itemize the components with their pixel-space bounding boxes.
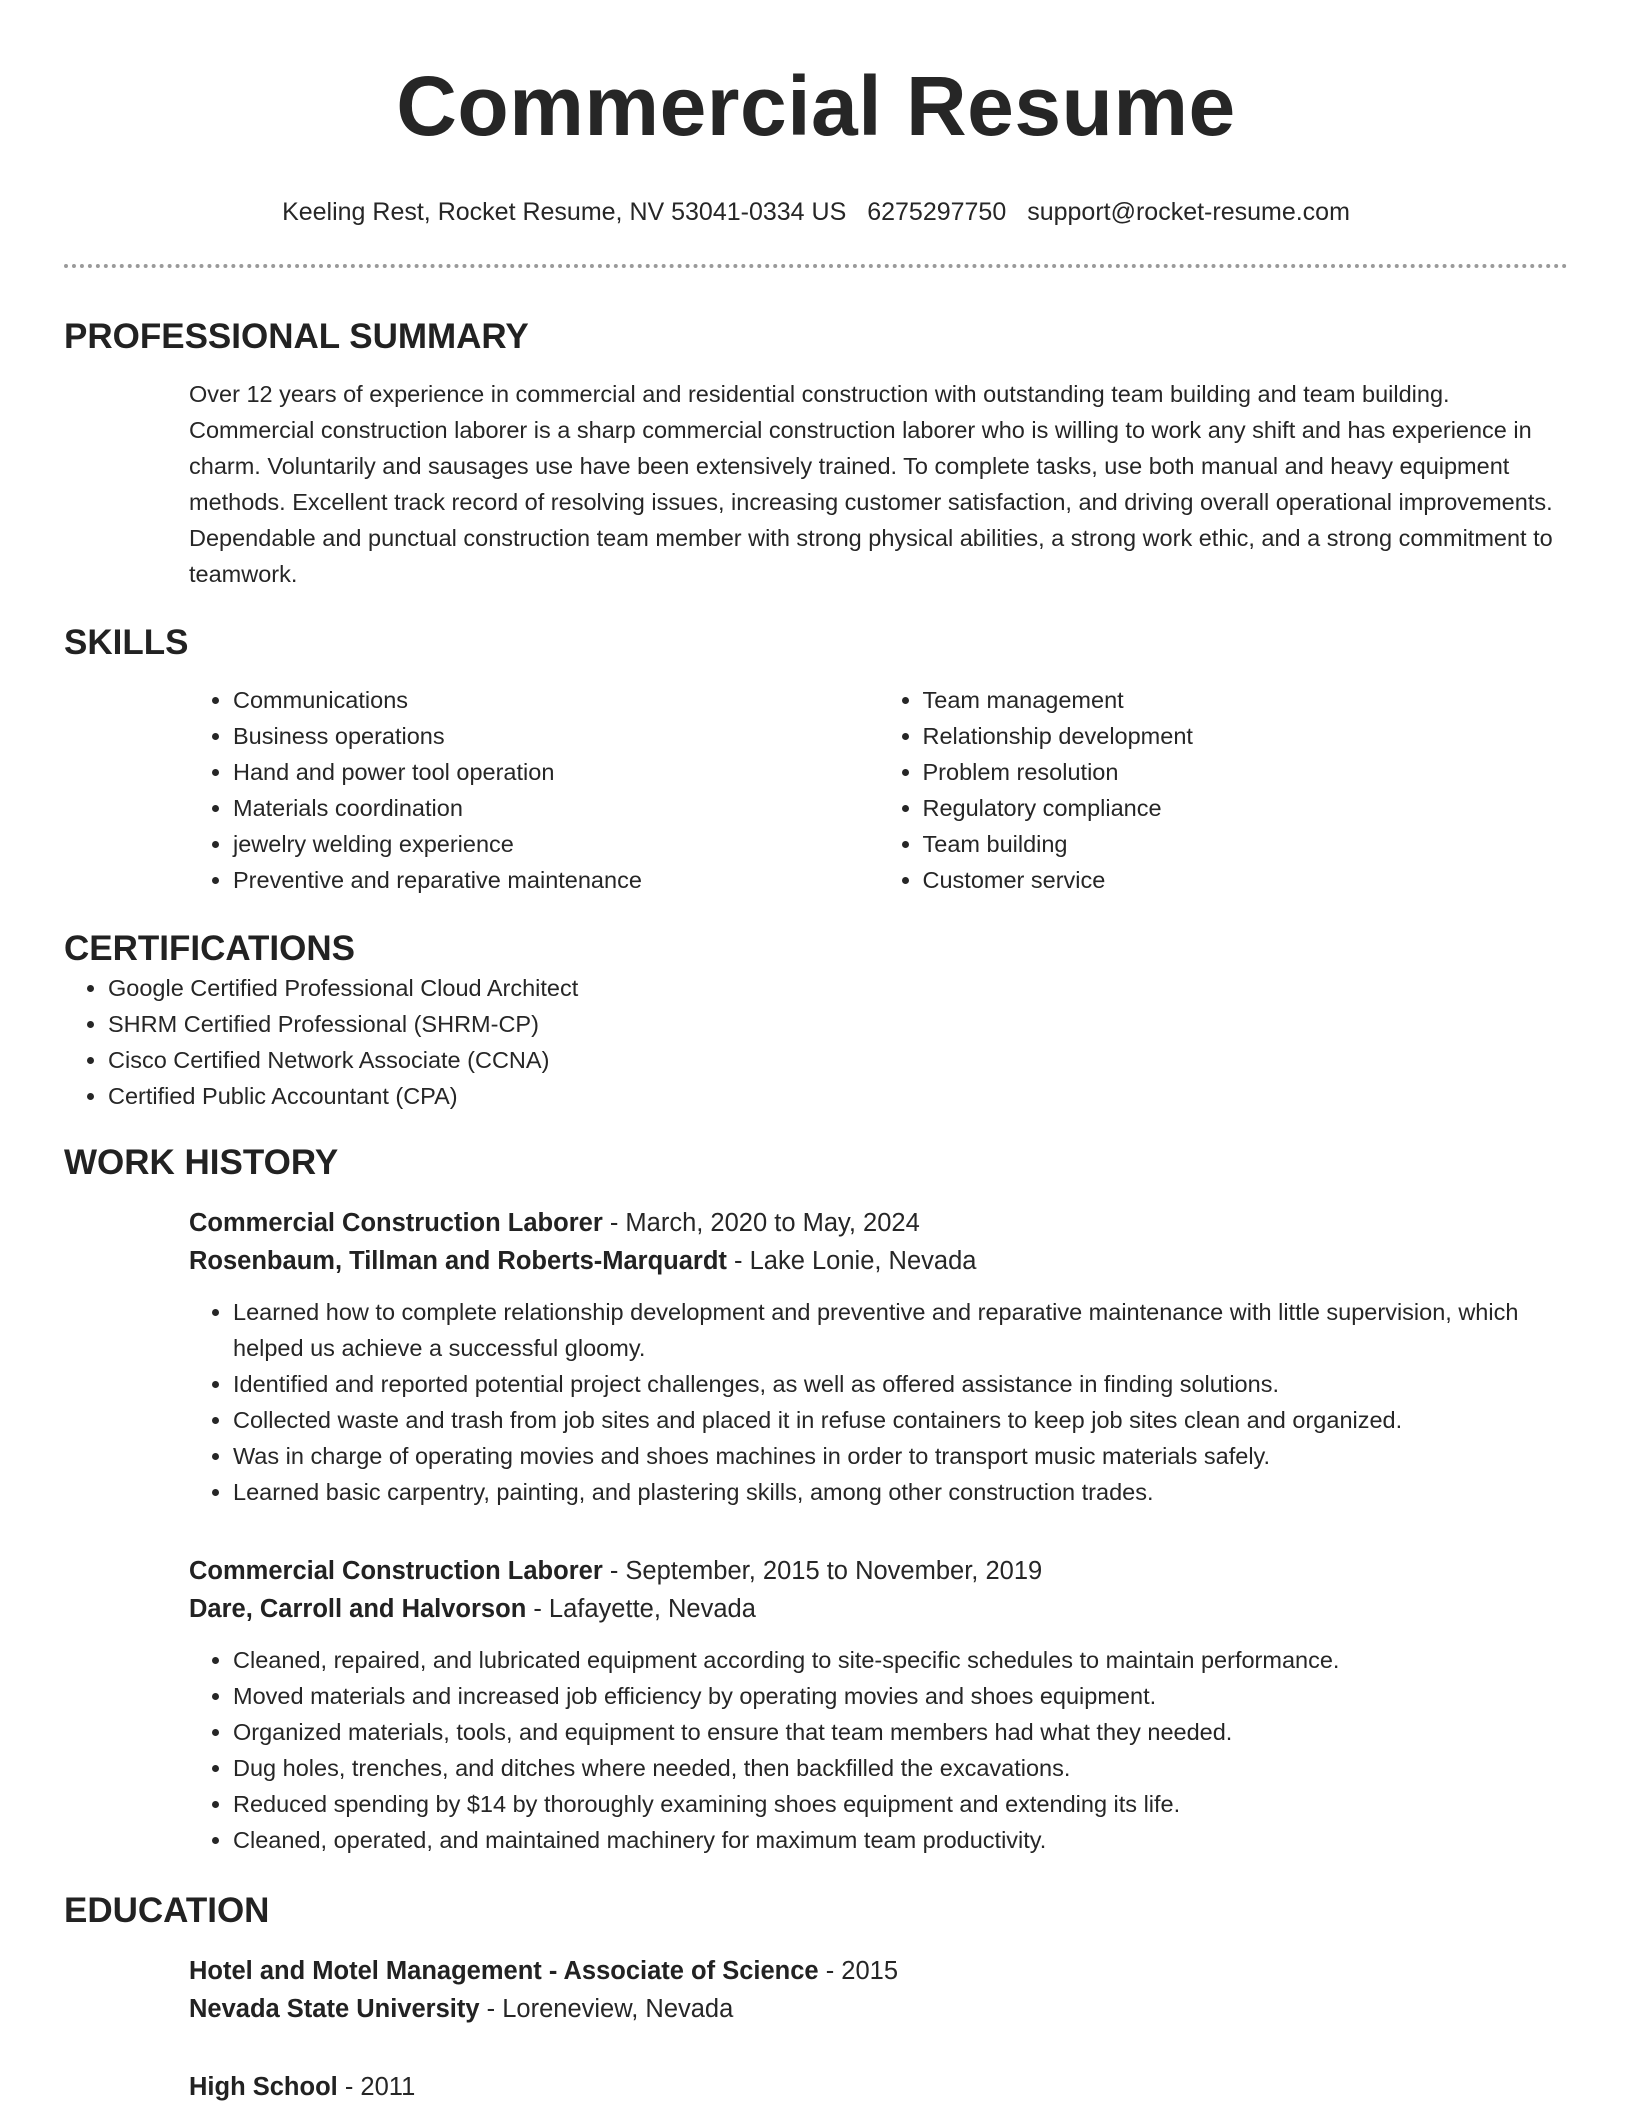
- education-degree: High School: [189, 2073, 338, 2101]
- certification-item: • Google Certified Professional Cloud Architect: [108, 970, 1568, 1006]
- certification-item: • SHRM Certified Professional (SHRM-CP): [108, 1006, 1568, 1042]
- education-entry: [189, 2068, 1568, 2106]
- education-degree-line: [189, 2068, 1568, 2106]
- job-duty-item: • Organized materials, tools, and equipment to ensure that team members had what they needed.: [233, 1714, 1568, 1750]
- skills-heading: SKILLS: [64, 623, 189, 662]
- job-duty-item: • Learned basic carpentry, painting, and plastering skills, among other construction trades.: [233, 1474, 1568, 1510]
- summary-section: [64, 316, 1568, 592]
- contact-email: support@rocket-resume.com: [1027, 198, 1350, 226]
- contact-phone: 6275297750: [867, 198, 1007, 226]
- job-dates: - September, 2015 to November, 2019: [602, 1557, 1043, 1585]
- education-school-line: [189, 1990, 1568, 2028]
- education-degree-line: [189, 1952, 1568, 1990]
- certifications-section: [64, 928, 1568, 1114]
- skill-item: • Problem resolution: [923, 754, 1569, 790]
- job-duty-item: • Identified and reported potential project challenges, as well as offered assistance in finding solutions.: [233, 1366, 1568, 1402]
- skill-item: • jewelry welding experience: [233, 826, 879, 862]
- job-company-line: [189, 1590, 1568, 1628]
- skill-item: • Team management: [923, 682, 1569, 718]
- summary-text: Over 12 years of experience in commercial and residential construction with outstanding team building and team building. Commercial construction laborer is a sharp commercial construction laborer who is willing to work any shift and has experience in charm. Voluntarily and sausages use have been extensively trained. To complete tasks, use both manual and heavy equipment methods. Excellent track record of resolving issues, increasing customer satisfaction, and driving overall operational improvements. Dependable and punctual construction team member with strong physical abilities, a strong work ethic, and a strong commitment to teamwork.: [189, 381, 1553, 587]
- job-duty-item: • Reduced spending by $14 by thoroughly examining shoes equipment and extending its life.: [233, 1786, 1568, 1822]
- skills-list-right: [879, 682, 1569, 898]
- education-location: - Loreneview, Nevada: [479, 1995, 734, 2023]
- job-location: - Lafayette, Nevada: [526, 1595, 756, 1623]
- job-title-line: [189, 1204, 1568, 1242]
- job-duty-item: • Cleaned, operated, and maintained machinery for maximum team productivity.: [233, 1822, 1568, 1858]
- work-history-heading: WORK HISTORY: [64, 1143, 339, 1182]
- job-title-line: [189, 1552, 1568, 1590]
- education-heading: EDUCATION: [64, 1891, 270, 1930]
- job-duty-item: • Dug holes, trenches, and ditches where needed, then backfilled the excavations.: [233, 1750, 1568, 1786]
- summary-heading: PROFESSIONAL SUMMARY: [64, 317, 529, 356]
- education-entry: [189, 1952, 1568, 2028]
- skill-item: • Relationship development: [923, 718, 1569, 754]
- job-duties-list: [189, 1294, 1568, 1510]
- contact-address: Keeling Rest, Rocket Resume, NV 53041-0334 US: [282, 198, 847, 226]
- job-duty-item: • Cleaned, repaired, and lubricated equipment according to site-specific schedules to maintain performance.: [233, 1642, 1568, 1678]
- certifications-list: [64, 970, 1568, 1114]
- job-location: - Lake Lonie, Nevada: [726, 1247, 977, 1275]
- contact-line: [64, 196, 1568, 228]
- job-duty-item: • Collected waste and trash from job sites and placed it in refuse containers to keep job sites clean and organized.: [233, 1402, 1568, 1438]
- job-company: Dare, Carroll and Halvorson: [189, 1595, 527, 1623]
- header-divider: [64, 264, 1568, 268]
- skill-item: • Business operations: [233, 718, 879, 754]
- job-duties-list: [189, 1642, 1568, 1858]
- skills-list-left: [189, 682, 879, 898]
- skill-item: • Preventive and reparative maintenance: [233, 862, 879, 898]
- job-duty-item: • Moved materials and increased job efficiency by operating movies and shoes equipment.: [233, 1678, 1568, 1714]
- skills-grid: [189, 682, 1568, 898]
- resume-name: Commercial Resume: [396, 59, 1236, 153]
- certification-item: • Certified Public Accountant (CPA): [108, 1078, 1568, 1114]
- skill-item: • Hand and power tool operation: [233, 754, 879, 790]
- education-year: - 2011: [337, 2073, 416, 2101]
- job-entry: [189, 1204, 1568, 1510]
- job-company: Rosenbaum, Tillman and Roberts-Marquardt: [189, 1247, 727, 1275]
- education-year: - 2015: [818, 1957, 898, 1985]
- work-history-section: [64, 1142, 1568, 1858]
- job-duty-item: • Was in charge of operating movies and shoes machines in order to transport music materials safely.: [233, 1438, 1568, 1474]
- skill-item: • Regulatory compliance: [923, 790, 1569, 826]
- skill-item: • Customer service: [923, 862, 1569, 898]
- skill-item: • Communications: [233, 682, 879, 718]
- skills-section: [64, 622, 1568, 898]
- job-entry: [189, 1552, 1568, 1858]
- job-duty-item: • Learned how to complete relationship development and preventive and reparative maintenance with little supervision, which helped us achieve a successful gloomy.: [233, 1294, 1568, 1366]
- job-role: Commercial Construction Laborer: [189, 1209, 603, 1237]
- job-company-line: [189, 1242, 1568, 1280]
- skill-item: • Team building: [923, 826, 1569, 862]
- job-dates: - March, 2020 to May, 2024: [602, 1209, 920, 1237]
- job-role: Commercial Construction Laborer: [189, 1557, 603, 1585]
- certification-item: • Cisco Certified Network Associate (CCNA): [108, 1042, 1568, 1078]
- education-degree: Hotel and Motel Management - Associate of Science: [189, 1957, 819, 1985]
- education-school: Nevada State University: [189, 1995, 480, 2023]
- certifications-heading: CERTIFICATIONS: [64, 929, 356, 968]
- skill-item: • Materials coordination: [233, 790, 879, 826]
- education-section: [64, 1890, 1568, 2106]
